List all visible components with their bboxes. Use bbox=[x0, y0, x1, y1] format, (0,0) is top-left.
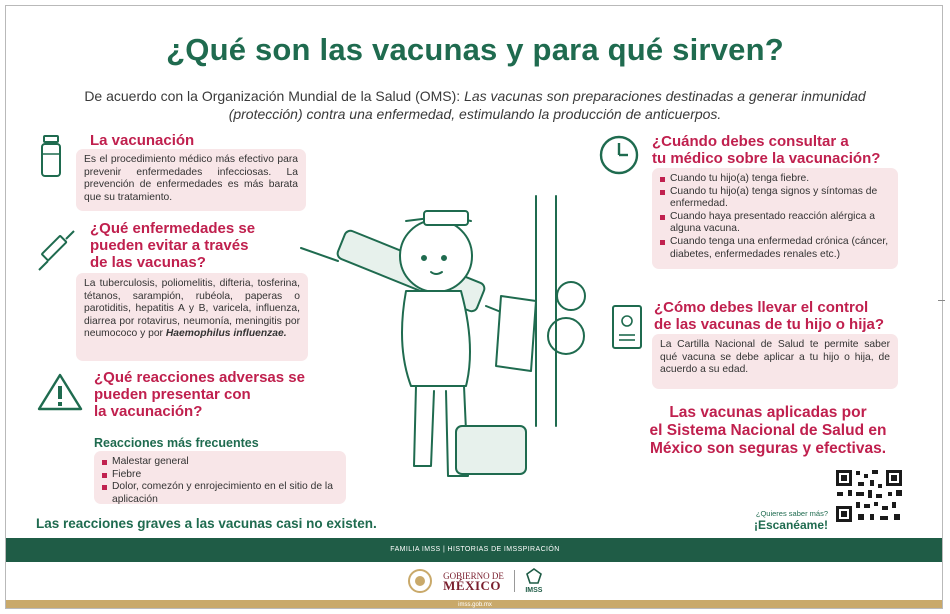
scan-question: ¿Quieres saber más? bbox=[755, 509, 828, 518]
footer-band: FAMILIA IMSS | HISTORIAS DE IMSSPIRACIÓN bbox=[6, 538, 943, 562]
logo-divider bbox=[514, 570, 515, 592]
page-title: ¿Qué son las vacunas y para qué sirven? bbox=[166, 32, 784, 67]
reacciones-heading bbox=[94, 369, 305, 420]
gov-big: MÉXICO bbox=[443, 577, 502, 593]
scan-prompt bbox=[724, 509, 828, 532]
enfermedades-heading-line1: ¿Qué enfermedades se bbox=[90, 220, 256, 237]
mexico-seal-icon bbox=[407, 568, 433, 594]
scan-cta: ¡Escanéame! bbox=[753, 518, 828, 532]
bottom-band: imss.gob.mx bbox=[6, 600, 943, 609]
list-item: Dolor, comezón y enrojecimiento en el sitio de la aplicación bbox=[102, 481, 338, 506]
imss-eagle-icon bbox=[525, 568, 543, 584]
intro-definition: Las vacunas son preparaciones destinadas a generar inmunidad (protección) contra una enfermedad, estimulando la producción de anticuerpos. bbox=[228, 88, 866, 122]
syringe-icon bbox=[36, 227, 80, 273]
reacciones-note: Las reacciones graves a las vacunas casi no existen. bbox=[36, 516, 377, 531]
vacunacion-box: Es el procedimiento médico más efectivo para prevenir enfermedades infecciosas. La prevención de enfermedades es más barata que su tratamiento. bbox=[76, 149, 306, 211]
qr-code-icon[interactable] bbox=[834, 468, 904, 524]
enfermedades-text-bold: Haemophilus influenzae. bbox=[165, 328, 287, 340]
consultar-heading-line2: tu médico sobre la vacunación? bbox=[652, 150, 881, 167]
infographic bbox=[5, 5, 943, 609]
imss-label: IMSS bbox=[525, 586, 543, 594]
seguras-line1: Las vacunas aplicadas por bbox=[669, 404, 867, 421]
intro-lead: De acuerdo con la Organización Mundial de la Salud (OMS): bbox=[84, 88, 461, 104]
enfermedades-heading bbox=[90, 220, 255, 271]
consultar-heading bbox=[652, 133, 880, 167]
control-heading bbox=[654, 299, 884, 333]
side-divider bbox=[938, 300, 945, 301]
consultar-heading-line1: ¿Cuándo debes consultar a bbox=[652, 133, 849, 150]
reacciones-heading-line1: ¿Qué reacciones adversas se bbox=[94, 369, 305, 386]
list-item: Cuando tu hijo(a) tenga fiebre. bbox=[660, 173, 890, 186]
control-heading-line2: de las vacunas de tu hijo o hija? bbox=[654, 316, 885, 333]
gov-small: GOBIERNO DE bbox=[443, 570, 504, 581]
child-with-syringe-illustration bbox=[296, 176, 596, 496]
list-item: Cuando haya presentado reacción alérgica a alguna vacuna. bbox=[660, 211, 890, 236]
control-box: La Cartilla Nacional de Salud te permite saber qué vacuna se debe aplicar a tu hijo o hija, de acuerdo a su edad. bbox=[652, 334, 898, 389]
government-logos bbox=[6, 562, 943, 600]
intro-text bbox=[46, 87, 904, 123]
list-item: Cuando tenga una enfermedad crónica (cáncer, diabetes, enfermedades renales etc.) bbox=[660, 236, 890, 261]
clock-icon bbox=[598, 134, 640, 176]
seguras-statement bbox=[618, 404, 918, 458]
seguras-line3: México son seguras y efectivas. bbox=[649, 440, 887, 457]
control-heading-line1: ¿Cómo debes llevar el control bbox=[654, 299, 869, 316]
enfermedades-box bbox=[76, 273, 308, 361]
reacciones-heading-line2: pueden presentar con bbox=[94, 386, 251, 403]
gobierno-de-mexico-logo bbox=[443, 571, 504, 592]
vial-icon bbox=[38, 134, 64, 178]
list-item: Malestar general bbox=[102, 456, 338, 469]
vacunacion-heading: La vacunación bbox=[90, 132, 195, 149]
reacciones-heading-line3: la vacunación? bbox=[94, 403, 203, 420]
list-item: Fiebre bbox=[102, 469, 338, 482]
booklet-icon bbox=[610, 303, 644, 351]
enfermedades-text: La tuberculosis, poliomelitis, difteria, tosferina, tétanos, sarampión, rubéola, paperas o parotiditis, hepatitis A y B, varicela, influenza, diarrea por rotavirus, neumonía, meningitis por neumococo y por bbox=[84, 278, 300, 340]
enfermedades-heading-line3: de las vacunas? bbox=[90, 254, 206, 271]
reacciones-subheading: Reacciones más frecuentes bbox=[94, 436, 259, 450]
enfermedades-heading-line2: pueden evitar a través bbox=[90, 237, 249, 254]
imss-logo bbox=[525, 568, 543, 595]
seguras-line2: el Sistema Nacional de Salud en bbox=[649, 422, 887, 439]
consultar-box bbox=[652, 168, 898, 269]
warning-icon bbox=[36, 372, 84, 412]
list-item: Cuando tu hijo(a) tenga signos y síntomas de enfermedad. bbox=[660, 186, 890, 211]
